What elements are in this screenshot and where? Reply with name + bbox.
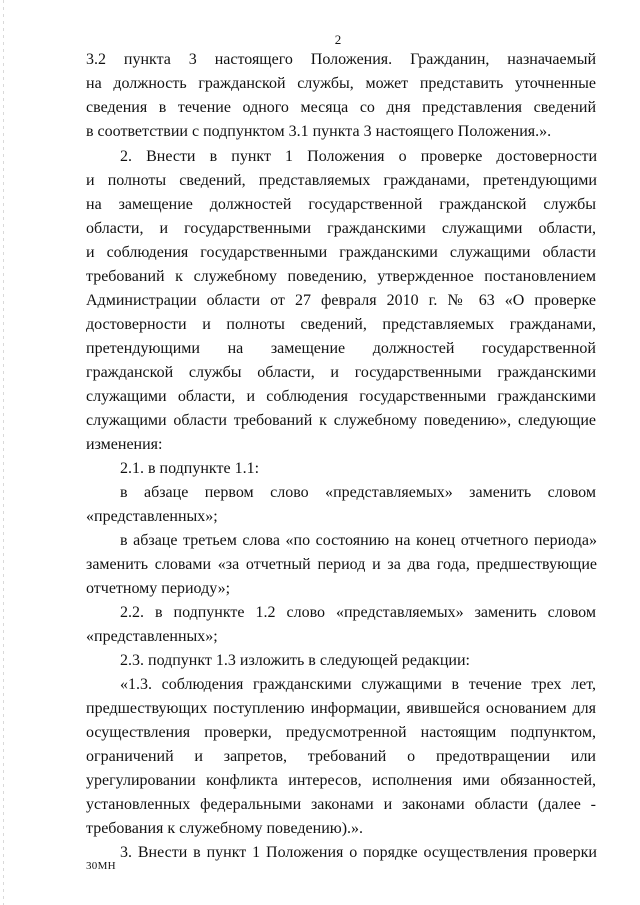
text-line: претендующими на замещение должностей государственной <box>86 340 596 357</box>
text-line: достоверности и полноты сведений, представляемых гражданами, <box>86 316 596 333</box>
page-number: 2 <box>334 32 342 47</box>
text-line: служащими области, и соблюдения государственными гражданскими <box>86 388 596 405</box>
text-line: «1.3. соблюдения гражданскими служащими в течение трех лет, <box>120 676 596 693</box>
text-line: в абзаце первом слово «представляемых» заменить словом <box>120 484 596 501</box>
text-line: 2.3. подпункт 1.3 изложить в следующей редакции: <box>120 652 470 669</box>
document-code: 30МН <box>86 860 116 872</box>
text-line: 2.2. в подпункте 1.2 слово «представляемых» заменить словом <box>120 604 596 621</box>
text-line: сведения в течение одного месяца со дня представления сведений <box>86 99 596 116</box>
text-line: 3.2 пункта 3 настоящего Положения. Гражданин, назначаемый <box>86 51 596 68</box>
text-line: на замещение должностей государственной гражданской службы <box>86 196 596 213</box>
text-line: на должность гражданской службы, может представить уточненные <box>86 75 596 92</box>
text-line: 2. Внести в пункт 1 Положения о проверке достоверности <box>120 148 597 165</box>
text-line: отчетному периоду»; <box>86 580 231 597</box>
text-line: изменения: <box>86 436 163 453</box>
text-line: гражданской службы области, и государственными гражданскими <box>86 364 596 381</box>
text-line: Администрации области от 27 февраля 2010 г. № 63 «О проверке <box>86 292 596 309</box>
text-line: заменить словами «за отчетный период и за два года, предшествующие <box>86 556 597 573</box>
text-line: предшествующих поступлению информации, явившейся основанием для <box>86 700 596 717</box>
text-line: ограничений и запретов, требований о предотвращении или <box>86 748 596 765</box>
text-line: служащими области требований к служебному поведению», следующие <box>86 412 596 429</box>
text-line: 2.1. в подпункте 1.1: <box>120 460 260 477</box>
text-line: требования к служебному поведению).». <box>86 820 364 837</box>
text-line: и соблюдения государственными гражданскими служащими области <box>86 244 596 261</box>
text-line: области, и государственными гражданскими служащими области, <box>86 220 596 237</box>
text-line: «представленных»; <box>86 508 218 525</box>
text-line: урегулировании конфликта интересов, исполнения ими обязанностей, <box>86 772 596 789</box>
text-line: требований к служебному поведению, утвержденное постановлением <box>86 268 596 285</box>
text-line: в абзаце третьем слова «по состоянию на конец отчетного периода» <box>120 532 597 549</box>
text-line: в соответствии с подпунктом 3.1 пункта 3 настоящего Положения.». <box>86 123 552 140</box>
text-line: и полноты сведений, представляемых гражданами, претендующими <box>86 172 597 189</box>
text-line: «представленных»; <box>86 628 218 645</box>
text-line: установленных федеральными законами и законами области (далее - <box>86 796 596 813</box>
text-line: осуществления проверки, предусмотренной настоящим подпунктом, <box>86 724 596 741</box>
text-line: 3. Внести в пункт 1 Положения о порядке осуществления проверки <box>120 844 597 861</box>
